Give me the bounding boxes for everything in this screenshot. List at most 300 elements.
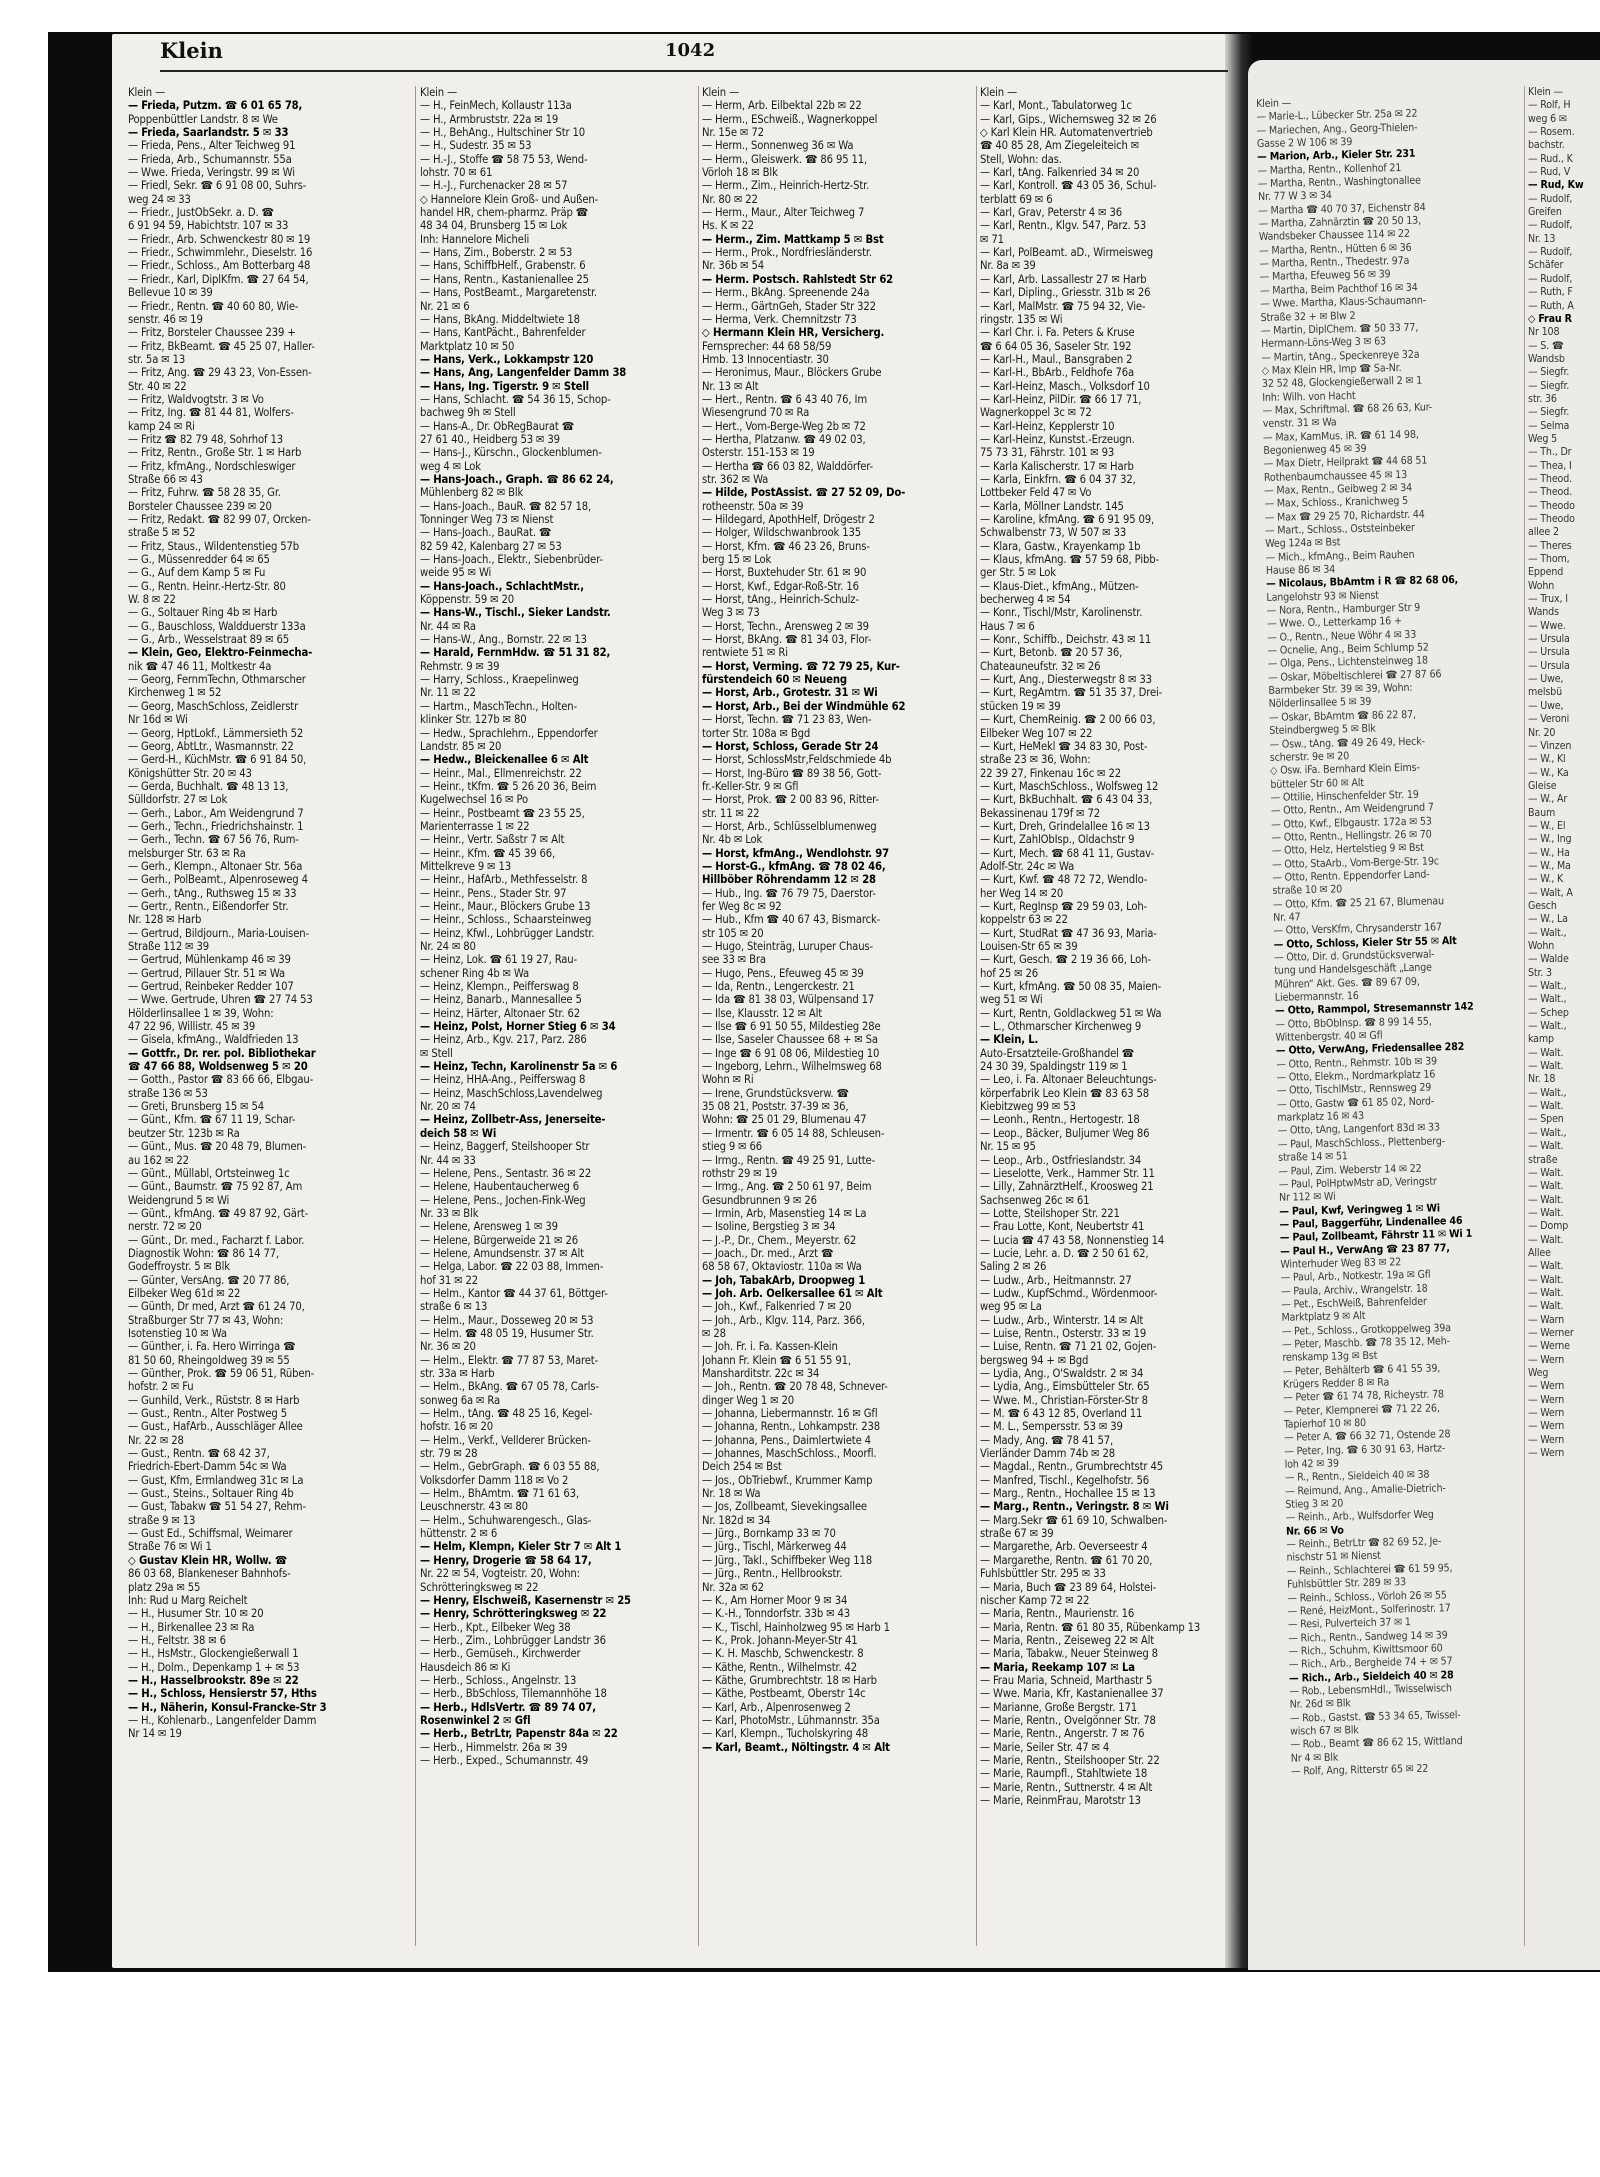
directory-entry-line: — Max, Schriftmal. ☎ 68 26 63, Kur- [1262,401,1433,417]
directory-entry-line: Nr. 33 ✉ Blk [420,1206,479,1220]
directory-entry-line: — Warn [1528,1313,1565,1326]
right-page-column-2 [1528,86,1600,1956]
directory-entry-line: bachstr. [1528,139,1565,152]
directory-entry-line: — Frau Maria, Schneid, Marthastr 5 [980,1673,1153,1687]
directory-entry-line: — Walt. [1528,1046,1564,1059]
directory-entry-line: — Marion, Arb., Kieler Str. 231 [1257,148,1416,164]
directory-entry-line: — Wwe. Gertrude, Uhren ☎ 27 74 53 [128,993,313,1007]
directory-entry-line: Adolf-Str. 24c ✉ Wa [980,859,1075,873]
directory-entry-line: — Max, KamMus. iR. ☎ 61 14 98, [1262,428,1419,444]
directory-entry-line: — Luise, Rentn., Osterstr. 33 ✉ 19 [980,1326,1147,1340]
directory-entry-line: — Hub., Kfm ☎ 40 67 43, Bismarck- [702,913,881,927]
directory-entry-line: — Paul, Zollbeamt, Fährstr 11 ✉ Wi 1 [1279,1227,1473,1244]
directory-entry-line: — Kurt, StudRat ☎ 47 36 93, Maria- [980,926,1157,940]
directory-entry-line: Klein — [420,86,457,99]
directory-entry-line: Borsteler Chaussee 239 ✉ 20 [128,499,272,513]
directory-entry-line: Klein — [702,86,739,99]
directory-entry-line: — Kurt, kfmAng. ☎ 50 08 35, Maien- [980,980,1162,994]
directory-entry-line: — Günter, VersAng. ☎ 20 77 86, [128,1273,290,1287]
directory-entry-line: — Reinh., Schlachterei ☎ 61 59 95, [1286,1562,1453,1578]
directory-entry-line: Gesch [1528,899,1557,912]
directory-entry-line: — Karl-H., BbArb., Feldhofe 76a [980,366,1135,380]
directory-entry-line: Nr. 15 ✉ 95 [980,1140,1036,1154]
directory-entry-line: — Paul H., VerwAng ☎ 23 87 77, [1280,1241,1450,1258]
directory-entry-line: Nr. 24 ✉ 80 [420,940,476,953]
directory-entry-line: — Joh., Kwf., Falkenried 7 ✉ 20 [702,1300,852,1314]
directory-entry-line: — Peter A. ☎ 66 32 71, Ostende 28 [1283,1428,1451,1445]
directory-entry-line: — Inge ☎ 6 91 08 06, Mildestieg 10 [702,1046,880,1060]
directory-entry-line: Wohn: ☎ 25 01 29, Blumenau 47 [702,1113,867,1127]
directory-entry-line: — Helene, Pens., Sentastr. 36 ✉ 22 [420,1166,592,1180]
directory-entry-line: — Nora, Rentn., Hamburger Str 9 [1266,601,1421,617]
page-header [160,38,1230,68]
directory-entry-line: Bellevue 10 ✉ 39 [128,286,213,300]
directory-entry-line: — H., BehAng., Hultschiner Str 10 [420,126,586,140]
directory-entry-line: — Hans-W., Ang., Bornstr. 22 ✉ 13 [420,633,587,647]
directory-entry-line: nik ☎ 47 46 11, Moltkestr 4a [128,659,272,673]
directory-entry-line: — Hertha ☎ 66 03 82, Walddörfer- [702,459,874,473]
directory-entry-line: — Gerh., tAng., Ruthsweg 15 ✉ 33 [128,886,297,900]
directory-entry-line: W. 8 ✉ 22 [128,593,176,607]
directory-entry-line: weg 95 ✉ La [980,1300,1042,1314]
directory-entry-line: Hillböber Röhrendamm 12 ✉ 28 [702,873,876,887]
directory-entry-line: — Walt., [1528,993,1567,1006]
directory-entry-line: — Helene, Arensweg 1 ✉ 39 [420,1220,558,1234]
directory-entry-line: — Kurt, BkBuchhalt. ☎ 6 43 04 33, [980,793,1153,807]
directory-entry-line: — Gust., Rentn. ☎ 68 42 37, [128,1447,270,1461]
directory-entry-line: — Joh., Arb., Klgv. 114, Parz. 366, [702,1313,865,1327]
directory-entry-line: — Wern [1528,1420,1565,1433]
directory-entry-line: Friedrich-Ebert-Damm 54c ✉ Wa [128,1460,287,1474]
directory-entry-line: — Wwe. Maria, Kfr, Kastanienallee 37 [980,1687,1164,1701]
directory-entry-line: — Karla, Einkfrn. ☎ 6 04 37 32, [980,472,1136,486]
directory-entry-line: — Hans-Joach., SchlachtMstr., [420,579,584,593]
directory-entry-line: — Paul, Arb., Notkestr. 19a ✉ Gfl [1280,1268,1431,1284]
directory-entry-line: — Joh, TabakArb, Droopweg 1 [702,1273,866,1287]
directory-entry-line: see 33 ✉ Bra [702,953,766,967]
directory-entry-line: Sachsenweg 26c ✉ 61 [980,1193,1090,1207]
directory-entry-line: — Gerd-H., KüchMstr. ☎ 6 91 84 50, [128,753,307,767]
directory-entry-line: — Oskar, Möbeltischlerei ☎ 27 87 66 [1268,668,1442,684]
directory-entry-line: Fuhlsbüttler Str. 295 ✉ 33 [980,1567,1106,1581]
directory-entry-line: rothstr 29 ✉ 19 [702,1166,778,1180]
directory-entry-line: Nr. 15e ✉ 72 [702,126,764,140]
directory-entry-line: deich 58 ✉ Wi [420,1126,497,1140]
directory-entry-line: berg 15 ✉ Lok [702,553,772,567]
directory-entry-line: — Käthe, Postbeamt, Oberstr 14c [702,1687,866,1701]
directory-entry-line: Nr. 18 [1528,1073,1556,1086]
directory-entry-line: — Heinr., Maur., Blöckers Grube 13 [420,899,591,913]
directory-entry-line: Klein — [1256,97,1292,110]
directory-entry-line: — Gerh., Klempn., Altonaer Str. 56a [128,859,303,873]
directory-entry-line: — Peter, Ing. ☎ 6 30 91 63, Hartz- [1284,1442,1446,1458]
directory-entry-line: nerstr. 72 ✉ 20 [128,1220,202,1234]
directory-entry-line: — Wern [1528,1353,1565,1366]
directory-entry-line: — Karl, Klempn., Tucholskyring 48 [702,1727,868,1741]
directory-entry-line: Mansharditstr. 22c ✉ 34 [702,1367,820,1380]
directory-entry-line: Schrötteringksweg ✉ 22 [420,1580,539,1594]
directory-entry-line: — Joh., Rentn. ☎ 20 78 48, Schnever- [702,1380,888,1394]
directory-entry-line: — Max, Rentn., Geibweg 2 ✉ 34 [1264,481,1413,497]
directory-entry-line: Vörloh 18 ✉ Blk [702,166,778,180]
directory-entry-line: — Rob., Gastst. ☎ 53 34 65, Twissel- [1289,1708,1461,1725]
directory-entry-line: — Fritz, Rentn., Große Str. 1 ✉ Harb [128,446,302,460]
directory-entry-line: — Herb., Schloss., Angelnstr. 13 [420,1673,577,1687]
directory-entry-line: Gesundbrunnen 9 ✉ 26 [702,1193,817,1207]
directory-entry-line: — W., El [1528,819,1566,832]
directory-entry-line: — Mady, Ang. ☎ 78 41 57, [980,1433,1114,1447]
directory-entry-line: Nr 4 ✉ Blk [1290,1751,1339,1765]
directory-entry-line: — Heinz, Arb., Kgv. 217, Parz. 286 [420,1033,587,1047]
directory-entry-line: — Jürg., Takl., Schiffbeker Weg 118 [702,1553,872,1567]
directory-entry-line: — Marie-L., Lübecker Str. 25a ✉ 22 [1256,107,1418,124]
directory-entry-line: ◇ Max Klein HR, Imp ☎ Sa-Nr. [1261,361,1402,377]
directory-entry-line: Langelohstr 93 ✉ Nienst [1266,589,1379,604]
directory-entry-line: — Wern [1528,1433,1565,1446]
directory-entry-line: 48 34 04, Brunsberg 15 ✉ Lok [420,219,568,233]
directory-entry-line: — W., La [1528,913,1568,926]
directory-entry-line: — Hedw., Sprachlehrn., Eppendorfer [420,726,598,740]
directory-entry-line: — H., Sudestr. 35 ✉ 53 [420,139,532,153]
directory-entry-line: — Marie, ReinmFrau, Marotstr 13 [980,1794,1141,1807]
directory-entry-line: Schäfer [1528,259,1564,272]
directory-entry-line: — Karl, Kontroll. ☎ 43 05 36, Schul- [980,179,1157,193]
directory-entry-line: — Hans, Ing. Tigerstr. 9 ✉ Stell [420,379,589,393]
directory-entry-line: — Hans, Zim., Boberstr. 2 ✉ 53 [420,246,573,260]
directory-entry-line: stücken 19 ✉ 39 [980,699,1061,713]
directory-entry-line: — Georg, HptLokf., Lämmersieth 52 [128,726,304,740]
directory-entry-line: — Helm., Maur., Dosseweg 20 ✉ 53 [420,1313,594,1327]
directory-entry-line: Nr 14 ✉ 19 [128,1727,182,1741]
directory-entry-line: Wiesengrund 70 ✉ Ra [702,406,810,420]
directory-entry-line: — Walt. [1528,1233,1564,1246]
directory-entry-line: str. 79 ✉ 28 [420,1447,478,1461]
directory-entry-line: Inh: Wilh. von Hacht [1262,389,1356,404]
directory-entry-line: — Kurt, Mech. ☎ 68 41 11, Gustav- [980,846,1155,860]
directory-entry-line: — Olga, Pens., Lichtensteinweg 18 [1267,654,1428,671]
directory-entry-line: — Fritz, Borsteler Chaussee 239 + [128,326,296,340]
directory-entry-line: handel HR, chem-pharmz. Präp ☎ [420,206,589,220]
directory-entry-line: — Hilde, PostAssist. ☎ 27 52 09, Do- [702,486,906,500]
directory-entry-line: — Otto, Helz, Hertelstieg 9 ✉ Bst [1271,841,1424,858]
directory-entry-line: — Joach., Dr. med., Arzt ☎ [702,1246,834,1260]
directory-entry-line: — Ilse, Saseler Chaussee 68 + ✉ Sa [702,1033,878,1047]
directory-column-1 [128,86,412,1956]
directory-entry-line: — Helm., Verkf., Vellderer Brücken- [420,1433,591,1447]
directory-entry-line: Weg 124a ✉ Bst [1265,536,1341,551]
directory-entry-line: — Karl, Dipling., Griesstr. 31b ✉ 26 [980,286,1151,300]
directory-entry-line: — Hert., Vom-Berge-Weg 2b ✉ 72 [702,419,866,433]
directory-entry-line: — Theod. [1528,486,1572,499]
directory-entry-line: Tonninger Weg 73 ✉ Nienst [420,513,554,526]
directory-entry-line: — Heinr., Kfm. ☎ 45 39 66, [420,846,556,860]
directory-entry-line: str. 5a ✉ 13 [128,352,186,366]
directory-entry-line: — Herb., HdlsVertr. ☎ 89 74 07, [420,1700,596,1714]
directory-entry-line: — Kurt, Kwf. ☎ 48 72 72, Wendlo- [980,873,1148,887]
directory-entry-line: — Heinr., Postbeamt ☎ 23 55 25, [420,806,585,820]
directory-entry-line: Nr. 80 ✉ 22 [702,192,758,206]
directory-entry-line: Stieg 3 ✉ 20 [1285,1497,1344,1511]
directory-entry-line: Straßburger Str 77 ✉ 43, Wohn: [128,1313,284,1327]
directory-entry-line: 47 22 96, Willistr. 45 ✉ 39 [128,1020,256,1034]
directory-entry-line: — Herm., Prok., Nordfriesländerstr. [702,246,872,260]
directory-entry-line: — Irene, Grundstücksverw. ☎ [702,1086,849,1100]
directory-entry-line: — S. ☎ [1528,339,1564,352]
page-number: 1042 [665,40,716,61]
directory-entry-line: — Hans, Rentn., Kastanienallee 25 [420,272,589,286]
directory-entry-line: Rosenwinkel 2 ✉ Gfl [420,1713,531,1727]
directory-entry-line: — Trux, I [1528,593,1568,606]
directory-entry-line: — Herm., Zim. Mattkamp 5 ✉ Bst [702,232,884,246]
directory-entry-line: — Gust., Steins., Soltauer Ring 4b [128,1487,294,1501]
directory-entry-line: — G., Müssenredder 64 ✉ 65 [128,553,270,567]
directory-entry-line: — Gust, Tabakw ☎ 51 54 27, Rehm- [128,1500,306,1514]
directory-entry-line: — Helene, Haubentaucherweg 6 [420,1180,580,1194]
directory-entry-line: — Luise, Rentn. ☎ 71 21 02, Gojen- [980,1340,1157,1354]
directory-entry-line: ☎ 40 85 28, Am Ziegeleiteich ✉ [980,139,1140,153]
directory-entry-line: — Wern [1528,1393,1565,1406]
directory-entry-line: — Herm, Arb. Eilbektal 22b ✉ 22 [702,99,862,113]
directory-entry-line: — Gertrud, Reinbeker Redder 107 [128,980,294,994]
directory-entry-line: körperfabrik Leo Klein ☎ 83 63 58 [980,1086,1150,1100]
directory-entry-line: — Gerh., Techn. ☎ 67 56 76, Rum- [128,833,299,847]
directory-entry-line: Kirchenweg 1 ✉ 52 [128,686,222,700]
directory-entry-line: straße 5 ✉ 52 [128,526,196,540]
directory-entry-line: ◇ Osw. iFa. Bernhard Klein Eims- [1269,761,1420,778]
directory-entry-line: Nr. 8a ✉ 39 [980,259,1036,273]
directory-entry-line: — Gerh., PolBeamt., Alpenroseweg 4 [128,873,308,887]
directory-entry-line: — Konr., Schiffb., Deichstr. 43 ✉ 11 [980,633,1152,647]
directory-entry-line: — Pet., EschWeiß, Bahrenfelder [1281,1295,1427,1311]
directory-entry-line: — Otto, Rentn., Rehmstr. 10b ✉ 39 [1276,1055,1438,1071]
directory-entry-line: — Theres [1528,539,1572,552]
directory-entry-line: weg 4 ✉ Lok [420,459,481,473]
directory-entry-line: Vierländer Damm 74b ✉ 28 [980,1447,1115,1461]
directory-entry-line: — Helm. ☎ 48 05 19, Husumer Str. [420,1326,594,1340]
directory-entry-line: — Rud, Kw [1528,179,1584,192]
directory-entry-line: — Walt., [1528,1020,1567,1033]
directory-entry-line: — Gertr., Rentn., Eißendorfer Str. [128,899,289,913]
directory-entry-line: — Ruth, A [1528,299,1574,312]
directory-entry-line: — Horst, SchlossMstr,Feldschmiede 4b [702,753,892,767]
directory-entry-line: wisch 67 ✉ Blk [1290,1724,1359,1738]
directory-entry-line: terblatt 69 ✉ 6 [980,192,1053,206]
directory-entry-line: — W., Ar [1528,793,1568,806]
directory-entry-line: — Rob., Beamt ☎ 86 62 15, Wittland [1290,1735,1463,1751]
directory-entry-line: — Horst, Schloss, Gerade Str 24 [702,739,879,753]
directory-entry-line: — Kurt, ZahlObIsp., Oldachstr 9 [980,833,1135,847]
directory-entry-line: — Horst, Arb., Schlüsselblumenweg [702,819,877,833]
directory-entry-line: — Karl, PolBeamt. aD., Wirmeisweg [980,246,1154,260]
column-divider [698,86,699,1946]
directory-entry-line: — Pet., Schloss., Grotkoppelweg 39a [1281,1321,1452,1338]
directory-entry-line: — Manfred, Tischl., Kegelhofstr. 56 [980,1473,1149,1487]
directory-entry-line: Nr. 11 ✉ 22 [420,686,476,700]
directory-entry-line: Marienterrasse 1 ✉ 22 [420,819,530,833]
directory-entry-line: Diagnostik Wohn: ☎ 86 14 77, [128,1246,279,1260]
directory-entry-line: — Walt. [1528,1206,1564,1219]
directory-entry-line: Nr. 22 ✉ 54, Vogteistr. 20, Wohn: [420,1567,580,1581]
directory-entry-line: ◇ Hermann Klein HR, Versicherg. [702,326,885,340]
directory-entry-line: — Thea, I [1528,459,1572,472]
directory-entry-line: Haus 7 ✉ 6 [980,619,1035,633]
directory-entry-line: — Horst, Prok. ☎ 2 00 83 96, Ritter- [702,793,879,807]
directory-entry-line: — Friedr., Karl, DiplKfm. ☎ 27 64 54, [128,272,309,286]
directory-entry-line: — Rich., Arb., Sieldeich 40 ✉ 28 [1288,1668,1454,1685]
directory-entry-line: — Walt., [1528,1126,1567,1139]
directory-entry-line: — Hert., Rentn. ☎ 6 43 40 76, Im [702,392,867,406]
directory-entry-line: 75 73 31, Fährstr. 101 ✉ 93 [980,446,1115,460]
directory-entry-line: — Maria, Buch ☎ 23 89 64, Holstei- [980,1580,1157,1594]
directory-entry-line: ◇ Gustav Klein HR, Wollw. ☎ [128,1553,288,1567]
directory-entry-line: — Marie, Rentn., Angerstr. 7 ✉ 76 [980,1727,1145,1741]
directory-entry-line: koppelstr 63 ✉ 22 [980,913,1068,927]
directory-entry-line: Str. 40 ✉ 22 [128,379,187,393]
directory-entry-line: Nr. 20 [1528,726,1556,739]
directory-entry-line: — Herm., ESchweiß., Wagnerkoppel [702,112,878,126]
directory-entry-line: — Leop., Arb., Ostfrieslandstr. 34 [980,1153,1142,1167]
directory-entry-line: — Horst, Techn. ☎ 71 23 83, Wen- [702,713,872,727]
directory-entry-line: — Leop., Bäcker, Buljumer Weg 86 [980,1126,1150,1140]
directory-entry-line: Bekassinenau 179f ✉ 72 [980,806,1100,820]
directory-entry-line: — Herb., BetrLtr, Papenstr 84a ✉ 22 [420,1727,618,1741]
directory-entry-line: — Helene, Pens., Jochen-Fink-Weg [420,1193,586,1207]
directory-entry-line: weg 6 ✉ [1528,112,1567,125]
directory-entry-line: — Harald, FernmHdw. ☎ 51 31 82, [420,646,611,660]
directory-entry-line: — Horst, Kwf., Edgar-Roß-Str. 16 [702,579,859,593]
directory-entry-line: bütteler Str 60 ✉ Alt [1270,776,1365,791]
directory-entry-line: — Rosem. [1528,126,1575,139]
directory-entry-line: str. 362 ✉ Wa [702,472,769,486]
directory-entry-line: — Walt. [1528,1300,1564,1313]
directory-entry-line: fürstendeich 60 ✉ Neueng [702,673,847,687]
directory-entry-line: Schwalbenstr 73, W 507 ✉ 33 [980,526,1127,540]
directory-entry-line: — Helm., tAng. ☎ 48 25 16, Kegel- [420,1407,593,1421]
directory-entry-line: — L., Othmarscher Kirchenweg 9 [980,1020,1142,1034]
directory-entry-line: — Karl, PhotoMstr., Lühmannstr. 35a [702,1713,880,1727]
directory-entry-line: — Helm., GebrGraph. ☎ 6 03 55 88, [420,1460,600,1474]
directory-entry-line: — Karl, Rentn., Klgv. 547, Parz. 53 [980,219,1147,233]
directory-entry-line: — Horst, Kfm. ☎ 46 23 26, Bruns- [702,539,870,553]
directory-entry-line: — Gust., HafArb., Ausschläger Allee [128,1420,303,1434]
directory-entry-line: hof 25 ✉ 26 [980,966,1039,980]
directory-entry-line: — Hans, KantPächt., Bahrenfelder [420,326,586,340]
directory-entry-line: fr.-Keller-Str. 9 ✉ Gfl [702,779,799,793]
directory-entry-line: Nr 16d ✉ Wi [128,713,188,727]
directory-entry-line: — Walt., [1528,926,1567,939]
directory-entry-line: — Hugo, Steinträg, Luruper Chaus- [702,940,873,953]
directory-entry-line: — Karl, tAng. Falkenried 34 ✉ 20 [980,166,1140,180]
directory-entry-line: — Rolf, Ang, Ritterstr 65 ✉ 22 [1290,1762,1429,1778]
directory-entry-line: — Karl, Arb. Lassallestr 27 ✉ Harb [980,272,1147,286]
directory-entry-line: — Paul, Zim. Weberstr 14 ✉ 22 [1278,1162,1422,1178]
directory-entry-line: — Gertrud, Pillauer Str. 51 ✉ Wa [128,966,285,980]
directory-entry-line: — Walde [1528,953,1569,966]
directory-entry-line: — Wwe. M., Christian-Förster-Str 8 [980,1393,1148,1407]
directory-entry-line: — Heinz, MaschSchloss,Lavendelweg [420,1086,603,1100]
directory-entry-line: — Peter ☎ 61 74 78, Richeystr. 78 [1283,1388,1444,1405]
directory-entry-line: Wandsbeker Chaussee 114 ✉ 22 [1258,228,1410,244]
directory-entry-line: sonweg 6a ✉ Ra [420,1393,501,1407]
directory-entry-line: — G., Bauschloss, Waldduerstr 133a [128,619,306,633]
directory-entry-line: ✉ Stell [420,1046,453,1060]
directory-entry-line: — Helm., Kantor ☎ 44 37 61, Böttger- [420,1286,608,1300]
directory-entry-line: nischstr 51 ✉ Nienst [1286,1550,1381,1565]
directory-entry-line: — Karl, Beamt., Nöltingstr. 4 ✉ Alt [702,1740,890,1754]
directory-entry-line: straße 67 ✉ 39 [980,1527,1054,1541]
directory-entry-line: — Helene, Amundsenstr. 37 ✉ Alt [420,1246,584,1260]
directory-entry-line: Nr. 13 ✉ Alt [702,379,759,393]
directory-column-2 [420,86,696,1956]
directory-entry-line: — Georg, MaschSchloss, Zeidlerstr [128,699,299,713]
directory-entry-line: — Selma [1528,419,1570,432]
directory-entry-line: — Max Dietr, Heilprakt ☎ 44 68 51 [1263,454,1428,471]
directory-entry-line: — Ruth, F [1528,286,1573,299]
directory-entry-line: — Horst, kfmAng., Wendlohstr. 97 [702,846,890,860]
directory-entry-line: — Walt. [1528,1100,1564,1113]
directory-entry-line: Lottbeker Feld 47 ✉ Vo [980,486,1092,500]
directory-entry-line: — K., Tischl, Hainholzweg 95 ✉ Harb 1 [702,1620,890,1634]
directory-entry-line: — Irmg., Ang. ☎ 2 50 61 97, Beim [702,1180,872,1194]
directory-entry-line: Krügers Redder 8 ✉ Ra [1282,1376,1390,1391]
directory-entry-line: — Heinz, Banarb., Mannesallee 5 [420,993,582,1007]
directory-entry-line: — Otto, StaArb., Vom-Berge-Str. 19c [1271,854,1440,871]
directory-entry-line: — Martha, Rentn., Kollenhof 21 [1257,161,1402,177]
directory-entry-line: Weg 3 ✉ 73 [702,606,760,620]
directory-entry-line: — Heinz, Polst, Horner Stieg 6 ✉ 34 [420,1020,616,1034]
directory-entry-line: str 105 ✉ 20 [702,926,764,940]
directory-entry-line: — Helga, Labor. ☎ 22 03 88, Immen- [420,1260,604,1274]
directory-entry-line: kamp [1528,1033,1554,1046]
directory-entry-line: — Joh. Fr. i. Fa. Kassen-Klein [702,1340,838,1354]
directory-entry-line: — H.-J., Furchenacker 28 ✉ 57 [420,179,568,193]
directory-entry-line: — Spen [1528,1113,1564,1126]
directory-entry-line: Nr. 36b ✉ 54 [702,259,765,273]
column-divider [415,86,416,1946]
directory-entry-line: — Karoline, kfmAng. ☎ 6 91 95 09, [980,513,1155,526]
directory-entry-line: — Herm., Gleiswerk. ☎ 86 95 11, [702,152,868,166]
directory-entry-line: — Lydia, Ang., Eimsbütteler Str. 65 [980,1380,1150,1394]
directory-entry-line: — Oskar, BbAmtm ☎ 86 22 87, [1268,708,1416,724]
directory-entry-line: — W., Ha [1528,846,1570,859]
directory-entry-line: — Martha, Efeuweg 56 ✉ 39 [1259,268,1391,284]
directory-entry-line: Begonienweg 45 ✉ 39 [1263,442,1367,457]
directory-entry-line: — Hedw., Bleickenallee 6 ✉ Alt [420,753,589,767]
directory-entry-line: — H., Hasselbrookstr. 89e ✉ 22 [128,1673,299,1687]
directory-entry-line: ◇ Hannelore Klein Groß- und Außen- [420,192,599,206]
directory-entry-line: — Rudolf, [1528,246,1573,259]
directory-entry-line: Nr 112 ✉ Wi [1278,1190,1336,1204]
directory-entry-line: — Maria, Rentn., Zeiseweg 22 ✉ Alt [980,1633,1155,1647]
directory-entry-line: — Hans-Joach., BauRat. ☎ [420,526,552,540]
directory-entry-line: weide 95 ✉ Wi [420,566,492,580]
column-divider [976,86,977,1946]
directory-entry-line: Barmbeker Str. 39 ✉ 39, Wohn: [1268,681,1413,697]
directory-entry-line: — Fritz, Staus., Wildentenstieg 57b [128,539,300,553]
directory-entry-line: Nr. 182d ✉ 34 [702,1513,771,1527]
directory-entry-line: — Kurt, Dreh, Grindelallee 16 ✉ 13 [980,819,1150,833]
directory-entry-line: — Ludw., Arb., Heitmannstr. 27 [980,1273,1132,1287]
directory-entry-line: scherstr. 9e ✉ 20 [1269,750,1350,764]
directory-entry-line: Isotenstieg 10 ✉ Wa [128,1326,227,1340]
directory-entry-line: lohstr. 70 ✉ 61 [420,166,493,180]
directory-entry-line: — Otto, Elekm., Nordmarkplatz 16 [1276,1068,1436,1084]
directory-entry-line: 82 59 42, Kalenbarg 27 ✉ 53 [420,539,562,553]
directory-entry-line: — Jürg., Tischl, Märkerweg 44 [702,1540,847,1554]
directory-entry-line: Eilbeker Weg 107 ✉ 22 [980,726,1093,740]
directory-entry-line: Auto-Ersatzteile-Großhandel ☎ [980,1046,1135,1060]
directory-entry-line: — Lucie, Lehr. a. D. ☎ 2 50 61 62, [980,1246,1149,1260]
